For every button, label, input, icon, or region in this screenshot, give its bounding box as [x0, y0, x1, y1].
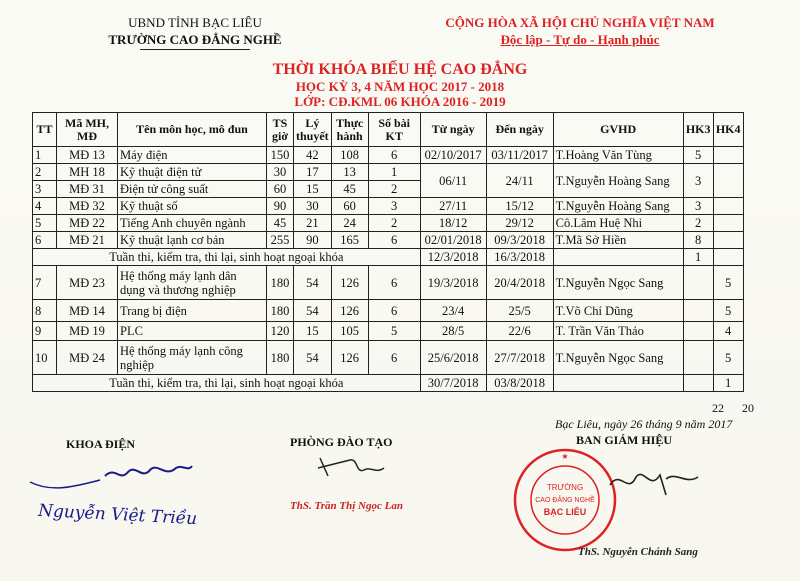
date-place: Bạc Liêu, ngày 26 tháng 9 năm 2017	[555, 417, 733, 431]
total-hk4: 20	[742, 401, 754, 415]
cell-kt: 6	[368, 341, 420, 375]
cell-ma: MĐ 31	[57, 181, 118, 198]
col-hk3: HK3	[683, 113, 713, 147]
document-title	[0, 60, 800, 109]
cell-lt: 54	[294, 266, 332, 300]
cell-den: 16/3/2018	[486, 249, 553, 266]
header-right	[415, 14, 745, 48]
cell-th: 108	[331, 147, 368, 164]
sign-name-phong: ThS. Trần Thị Ngọc Lan	[290, 500, 403, 512]
cell-hk3: 1	[683, 249, 713, 266]
cell-ma: MH 18	[57, 164, 118, 181]
signature-bgh-icon	[600, 465, 710, 505]
cell-lt: 15	[294, 181, 332, 198]
cell-tt: 4	[33, 198, 57, 215]
cell-ts: 60	[267, 181, 294, 198]
cell-gv: T.Võ Chí Dũng	[553, 300, 683, 322]
sign-name-bgh: ThS. Nguyễn Chánh Sang	[578, 546, 698, 558]
cell-gv: T.Nguyễn Hoàng Sang	[553, 164, 683, 198]
cell-kt: 1	[368, 164, 420, 181]
col-hk4: HK4	[713, 113, 743, 147]
col-kt: Số bài KT	[368, 113, 420, 147]
cell-ts: 30	[267, 164, 294, 181]
signature-phong-icon	[300, 452, 400, 492]
sign-title-phong: PHÒNG ĐÀO TẠO	[290, 435, 393, 449]
col-ts: TS giờ	[267, 113, 294, 147]
cell-kt: 6	[368, 266, 420, 300]
stamp-line3: BẠC LIÊU	[543, 507, 587, 517]
cell-hk3: 8	[683, 232, 713, 249]
exam-row	[33, 249, 744, 266]
cell-ten: Trang bị điện	[118, 300, 267, 322]
cell-kt: 6	[368, 147, 420, 164]
cell-ma: MĐ 24	[57, 341, 118, 375]
cell-tt: 8	[33, 300, 57, 322]
cell-den: 03/11/2017	[486, 147, 553, 164]
cell-tt: 7	[33, 266, 57, 300]
col-gv: GVHD	[553, 113, 683, 147]
table-row	[33, 266, 744, 300]
cell-gv: T.Nguyễn Ngọc Sang	[553, 341, 683, 375]
cell-ts: 180	[267, 266, 294, 300]
cell-tu: 27/11	[420, 198, 486, 215]
table-row	[33, 147, 744, 164]
sign-title-bgh: BAN GIÁM HIỆU	[576, 433, 673, 447]
cell-tu: 30/7/2018	[420, 375, 486, 392]
cell-kt: 6	[368, 300, 420, 322]
cell-tu: 19/3/2018	[420, 266, 486, 300]
cell-hk4: 4	[713, 322, 743, 341]
col-ma: Mã MH, MĐ	[57, 113, 118, 147]
cell-hk4	[713, 198, 743, 215]
cell-ts: 120	[267, 322, 294, 341]
cell-gv	[553, 249, 683, 266]
cell-tu: 12/3/2018	[420, 249, 486, 266]
cell-ma: MĐ 13	[57, 147, 118, 164]
cell-den: 09/3/2018	[486, 232, 553, 249]
cell-gv: T.Mã Sở Hiền	[553, 232, 683, 249]
cell-ten: Kỹ thuật số	[118, 198, 267, 215]
cell-hk3	[683, 300, 713, 322]
cell-th: 60	[331, 198, 368, 215]
cell-kt: 6	[368, 232, 420, 249]
cell-hk4: 1	[713, 375, 743, 392]
cell-ten: Máy điện	[118, 147, 267, 164]
cell-lt: 42	[294, 147, 332, 164]
exam-row	[33, 375, 744, 392]
cell-tu: 06/11	[420, 164, 486, 198]
cell-gv: T.Nguyễn Hoàng Sang	[553, 198, 683, 215]
col-tu: Từ ngày	[420, 113, 486, 147]
cell-ten: Hệ thống máy lạnh dân dụng và thương nghiệp	[118, 266, 267, 300]
cell-hk3: 3	[683, 198, 713, 215]
cell-gv: Cô.Lâm Huệ Nhi	[553, 215, 683, 232]
cell-gv: T.Nguyễn Ngọc Sang	[553, 266, 683, 300]
cell-ts: 150	[267, 147, 294, 164]
header-left-underline	[140, 49, 250, 50]
cell-ts: 180	[267, 341, 294, 375]
table-row	[33, 300, 744, 322]
title-main: THỜI KHÓA BIỂU HỆ CAO ĐẲNG	[272, 61, 528, 78]
cell-den: 22/6	[486, 322, 553, 341]
cell-ts: 45	[267, 215, 294, 232]
cell-hk4	[713, 249, 743, 266]
col-lt: Lý thuyết	[294, 113, 332, 147]
cell-lt: 90	[294, 232, 332, 249]
cell-tu: 23/4	[420, 300, 486, 322]
ministry-name: UBND TỈNH BẠC LIÊU	[128, 15, 262, 30]
col-den: Đến ngày	[486, 113, 553, 147]
cell-th: 24	[331, 215, 368, 232]
title-class: LỚP: CĐ.KML 06 KHÓA 2016 - 2019	[294, 94, 506, 109]
cell-exam-label: Tuần thi, kiểm tra, thi lại, sinh hoạt ngoại khóa	[33, 375, 421, 392]
cell-gv	[553, 375, 683, 392]
cell-ma: MĐ 19	[57, 322, 118, 341]
cell-hk3	[683, 341, 713, 375]
cell-tt: 2	[33, 164, 57, 181]
sign-title-khoa: KHOA ĐIỆN	[66, 437, 136, 451]
cell-tu: 18/12	[420, 215, 486, 232]
handwritten-name-khoa: Nguyễn Việt Triều	[37, 500, 198, 530]
cell-ma: MĐ 23	[57, 266, 118, 300]
cell-ten: Kỹ thuật lạnh cơ bản	[118, 232, 267, 249]
cell-th: 126	[331, 341, 368, 375]
cell-den: 25/5	[486, 300, 553, 322]
cell-hk4: 5	[713, 300, 743, 322]
cell-ma: MĐ 21	[57, 232, 118, 249]
cell-lt: 54	[294, 300, 332, 322]
cell-lt: 17	[294, 164, 332, 181]
cell-kt: 2	[368, 181, 420, 198]
header-left	[60, 14, 330, 50]
cell-den: 15/12	[486, 198, 553, 215]
cell-den: 29/12	[486, 215, 553, 232]
cell-th: 13	[331, 164, 368, 181]
cell-tt: 6	[33, 232, 57, 249]
cell-ts: 180	[267, 300, 294, 322]
table-row	[33, 215, 744, 232]
cell-lt: 54	[294, 341, 332, 375]
timetable	[32, 112, 744, 392]
table-row	[33, 341, 744, 375]
title-semester: HỌC KỲ 3, 4 NĂM HỌC 2017 - 2018	[295, 79, 505, 94]
cell-tu: 02/10/2017	[420, 147, 486, 164]
table-row	[33, 232, 744, 249]
cell-den: 27/7/2018	[486, 341, 553, 375]
cell-hk3: 5	[683, 147, 713, 164]
cell-hk4	[713, 215, 743, 232]
cell-ten: Kỹ thuật điện tử	[118, 164, 267, 181]
cell-ts: 255	[267, 232, 294, 249]
cell-hk4	[713, 232, 743, 249]
cell-th: 165	[331, 232, 368, 249]
svg-text:★: ★	[561, 452, 569, 461]
cell-tu: 25/6/2018	[420, 341, 486, 375]
stamp-line1: TRƯỜNG	[546, 483, 584, 492]
cell-hk3: 2	[683, 215, 713, 232]
cell-hk4: 5	[713, 266, 743, 300]
cell-hk4	[713, 164, 743, 198]
cell-ma: MĐ 14	[57, 300, 118, 322]
cell-hk3	[683, 266, 713, 300]
cell-gv: T.Hoàng Văn Tùng	[553, 147, 683, 164]
cell-tu: 02/01/2018	[420, 232, 486, 249]
table-row	[33, 164, 744, 181]
cell-hk4: 5	[713, 341, 743, 375]
table-row	[33, 322, 744, 341]
cell-exam-label: Tuần thi, kiểm tra, thi lại, sinh hoạt ngoại khóa	[33, 249, 421, 266]
total-hk3: 22	[712, 401, 724, 415]
cell-tt: 10	[33, 341, 57, 375]
col-tt: TT	[33, 113, 57, 147]
cell-den: 03/8/2018	[486, 375, 553, 392]
cell-kt: 3	[368, 198, 420, 215]
cell-lt: 21	[294, 215, 332, 232]
cell-gv: T. Trần Văn Thảo	[553, 322, 683, 341]
national-title: CỘNG HÒA XÃ HỘI CHỦ NGHĨA VIỆT NAM	[445, 15, 715, 30]
cell-hk3: 3	[683, 164, 713, 198]
cell-ten: PLC	[118, 322, 267, 341]
cell-lt: 15	[294, 322, 332, 341]
col-ten: Tên môn học, mô đun	[118, 113, 267, 147]
cell-hk3	[683, 375, 713, 392]
cell-kt: 5	[368, 322, 420, 341]
cell-tu: 28/5	[420, 322, 486, 341]
cell-ten: Tiếng Anh chuyên ngành	[118, 215, 267, 232]
national-motto: Độc lập - Tự do - Hạnh phúc	[500, 32, 660, 47]
cell-hk3	[683, 322, 713, 341]
cell-lt: 30	[294, 198, 332, 215]
cell-ten: Hệ thống máy lạnh công nghiệp	[118, 341, 267, 375]
cell-ts: 90	[267, 198, 294, 215]
cell-ma: MĐ 32	[57, 198, 118, 215]
col-th: Thực hành	[331, 113, 368, 147]
cell-tt: 3	[33, 181, 57, 198]
cell-th: 126	[331, 300, 368, 322]
table-row	[33, 198, 744, 215]
table-header-row	[33, 113, 744, 147]
stamp-line2: CAO ĐẲNG NGHỀ	[535, 497, 595, 504]
cell-th: 126	[331, 266, 368, 300]
cell-tt: 5	[33, 215, 57, 232]
school-name: TRƯỜNG CAO ĐẲNG NGHỀ	[108, 32, 282, 47]
cell-den: 24/11	[486, 164, 553, 198]
cell-th: 105	[331, 322, 368, 341]
cell-tt: 1	[33, 147, 57, 164]
cell-th: 45	[331, 181, 368, 198]
cell-kt: 2	[368, 215, 420, 232]
cell-hk4	[713, 147, 743, 164]
cell-tt: 9	[33, 322, 57, 341]
cell-den: 20/4/2018	[486, 266, 553, 300]
cell-ten: Điện tử công suất	[118, 181, 267, 198]
cell-ma: MĐ 22	[57, 215, 118, 232]
